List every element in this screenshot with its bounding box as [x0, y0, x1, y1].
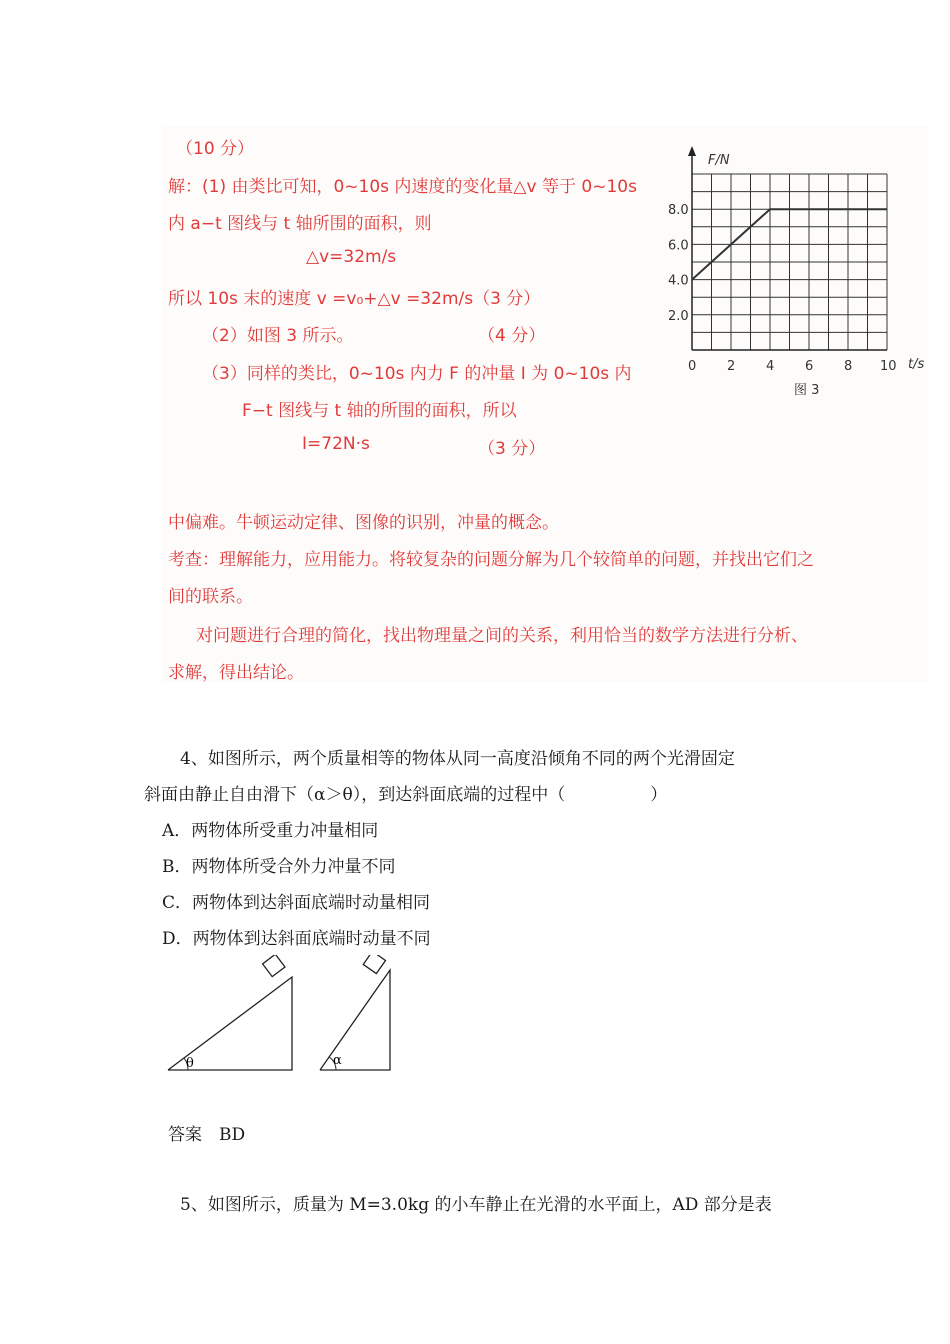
question-4-option-d: D．两物体到达斜面底端时动量不同: [162, 929, 431, 949]
question-4-option-b: B．两物体所受合外力冲量不同: [162, 857, 396, 877]
solution-line-4: 所以 10s 末的速度 v =v₀+△v =32m/s（3 分）: [168, 289, 541, 309]
y-tick-label: 6.0: [668, 238, 689, 254]
angle-theta-label: θ: [186, 1056, 194, 1071]
analysis-exam-line-1: 考查：理解能力，应用能力。将较复杂的问题分解为几个较简单的问题，并找出它们之: [168, 550, 814, 570]
y-axis-arrow: [688, 146, 696, 156]
block-alpha: [363, 955, 385, 974]
solution-line-7: F−t 图线与 t 轴的所围的面积，所以: [242, 401, 517, 421]
question-5-line-1: 5、如图所示，质量为 M=3.0kg 的小车静止在光滑的水平面上，AD 部分是表: [180, 1195, 772, 1215]
y-tick-label: 2.0: [668, 308, 689, 324]
force-time-chart: [660, 140, 930, 410]
chart-title: 图 3: [794, 383, 820, 398]
y-tick-label: 4.0: [668, 273, 689, 289]
chart-grid: [692, 174, 887, 350]
analysis-exam-line-2: 间的联系。: [168, 587, 253, 607]
solution-line-6: （3）同样的类比，0~10s 内力 F 的冲量 I 为 0~10s 内: [202, 364, 632, 384]
inclines-figure: [160, 955, 410, 1080]
x-tick-label: 4: [766, 359, 775, 374]
incline-alpha: [320, 955, 390, 1070]
question-4-answer: 答案 BD: [168, 1125, 246, 1145]
chart-axes: [688, 146, 887, 350]
solution-line-3: △v=32m/s: [306, 247, 397, 267]
block-theta: [263, 955, 285, 977]
question-4-line-1: 4、如图所示，两个质量相等的物体从同一高度沿倾角不同的两个光滑固定: [180, 749, 735, 769]
chart-ylabel: F/N: [708, 153, 730, 168]
x-tick-label: 10: [880, 359, 897, 374]
angle-alpha-label: α: [333, 1053, 342, 1068]
question-4-line-2: 斜面由静止自由滑下（α＞θ），到达斜面底端的过程中（ ）: [144, 785, 668, 805]
solution-line-5b: （4 分）: [478, 326, 546, 346]
solution-line-8b: （3 分）: [478, 439, 546, 459]
x-tick-label: 2: [727, 359, 736, 374]
x-tick-label: 6: [805, 359, 814, 374]
analysis-difficulty: 中偏难。牛顿运动定律、图像的识别，冲量的概念。: [168, 513, 559, 533]
x-tick-label: 0: [688, 359, 697, 374]
analysis-method-line-2: 求解，得出结论。: [168, 663, 304, 683]
chart-xlabel: t/s: [908, 357, 925, 372]
solution-line-5a: （2）如图 3 所示。: [202, 326, 354, 346]
solution-line-1: 解：(1) 由类比可知，0~10s 内速度的变化量△v 等于 0~10s: [168, 177, 637, 197]
y-tick-label: 8.0: [668, 203, 689, 219]
x-tick-label: 8: [844, 359, 853, 374]
incline-theta: [168, 955, 292, 1071]
chart-ticks: [668, 203, 897, 374]
analysis-method-line-1: 对问题进行合理的简化，找出物理量之间的关系，利用恰当的数学方法进行分析、: [196, 626, 808, 646]
solution-score-total: （10 分）: [176, 139, 255, 159]
question-4-option-a: A．两物体所受重力冲量相同: [162, 821, 379, 841]
solution-line-2: 内 a−t 图线与 t 轴所围的面积，则: [168, 214, 432, 234]
question-4-option-c: C．两物体到达斜面底端时动量相同: [162, 893, 431, 913]
solution-line-8a: I=72N·s: [302, 434, 370, 454]
